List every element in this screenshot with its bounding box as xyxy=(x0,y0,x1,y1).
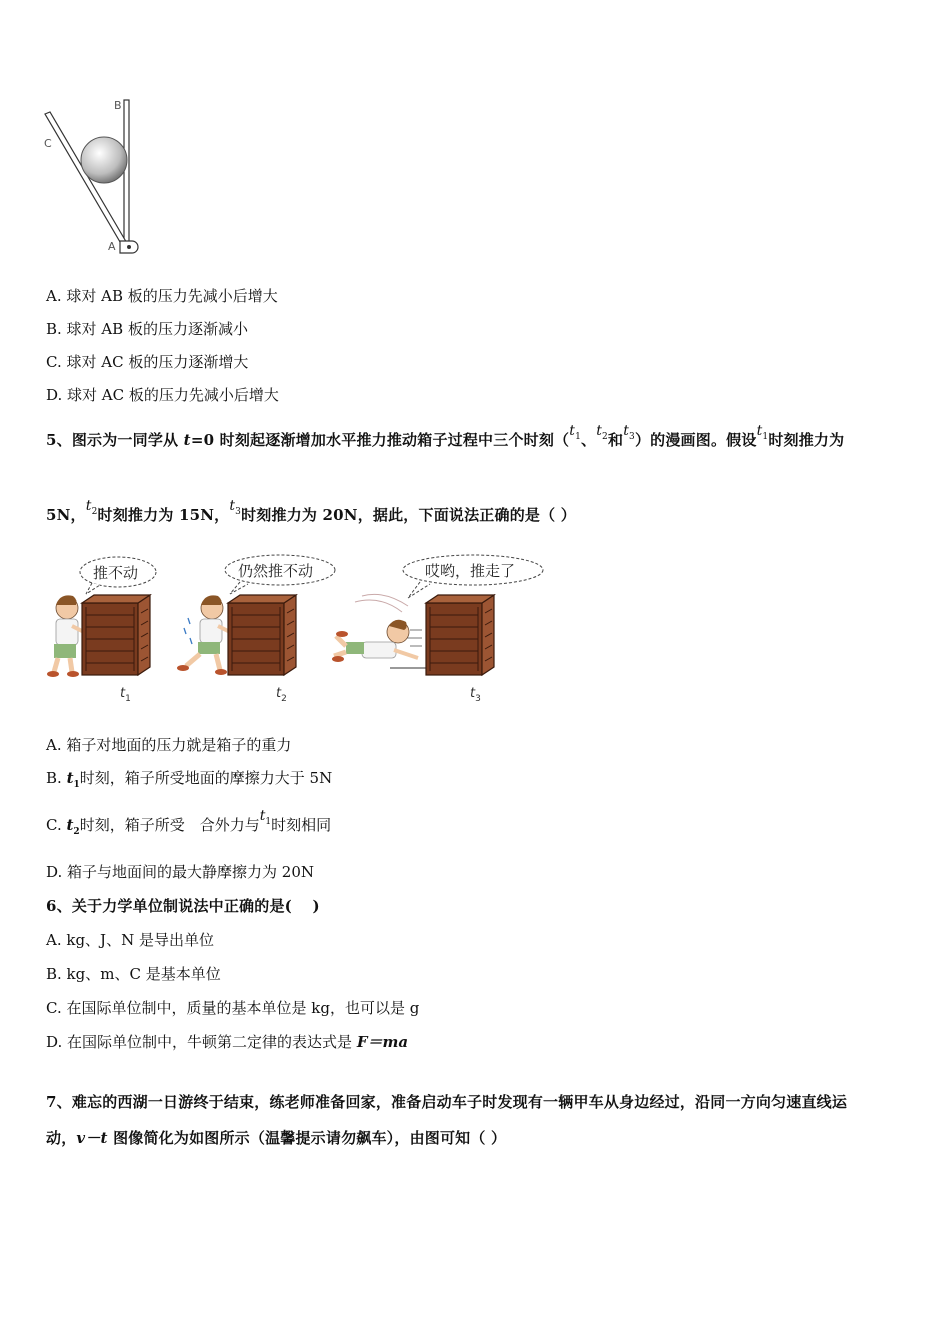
time-label-t1: $t_1$ xyxy=(120,686,131,704)
q7-stem-line1: 7、难忘的西湖一日游终于结束，练老师准备回家，准备启动车子时发现有一辆甲车从身边经过，沿同一方向匀速直线运 xyxy=(46,1093,848,1111)
q5-option-b[interactable]: B. $t_1$时刻，箱子所受地面的摩擦力大于 5N xyxy=(46,769,333,790)
time-label-t3: $t_3$ xyxy=(470,686,481,704)
q6-option-c[interactable]: C. 在国际单位制中，质量的基本单位是 kg，也可以是 g xyxy=(46,999,420,1017)
q5-option-d[interactable]: D. 箱子与地面间的最大静摩擦力为 20N xyxy=(46,863,315,881)
q6-stem: 6、关于力学单位制说法中正确的是( ) xyxy=(46,897,320,915)
t2-symbol: $t_2$ xyxy=(596,423,608,442)
label-a: A xyxy=(108,240,116,253)
bubble-text-t1: 推不动 xyxy=(93,564,139,582)
bubble-text-t3: 哎哟，推走了 xyxy=(425,562,516,580)
q7-stem-line2: 动，v－t 图像简化为如图所示（温馨提示请勿飙车），由图可知（ ） xyxy=(46,1129,507,1147)
q4-option-c[interactable]: C. 球对 AC 板的压力逐渐增大 xyxy=(46,353,249,371)
q4-option-b[interactable]: B. 球对 AB 板的压力逐渐减小 xyxy=(46,320,248,338)
t1-symbol: $t_1$ xyxy=(259,808,272,827)
time-label-t2: $t_2$ xyxy=(276,686,287,704)
q4-option-d[interactable]: D. 球对 AC 板的压力先减小后增大 xyxy=(46,386,279,404)
t3-symbol: $t_3$ xyxy=(623,423,635,442)
q6-option-b[interactable]: B. kg、m、C 是基本单位 xyxy=(46,965,221,983)
bubble-text-t2: 仍然推不动 xyxy=(238,562,314,580)
q4-ball-board-figure xyxy=(40,95,145,260)
t1-symbol: $t_1$ xyxy=(756,423,769,442)
ball xyxy=(81,137,127,183)
q5-option-a[interactable]: A. 箱子对地面的压力就是箱子的重力 xyxy=(46,736,292,754)
comic-panel-t1 xyxy=(47,557,156,677)
comic-panel-t3 xyxy=(332,555,543,675)
q5-comic-figure xyxy=(40,550,560,710)
q6-option-d[interactable]: D. 在国际单位制中，牛顿第二定律的表达式是 F＝ma xyxy=(46,1033,409,1051)
t3-symbol: $t_3$ xyxy=(229,498,242,517)
comic-panel-t2 xyxy=(177,555,335,675)
newton-second-law-formula: F＝ma xyxy=(356,1033,409,1051)
q4-option-a[interactable]: A. 球对 AB 板的压力先减小后增大 xyxy=(46,287,278,305)
q5-stem-line2: 5N，$t_2$时刻推力为 15N，$t_3$时刻推力为 20N，据此，下面说法正确的是（ ） xyxy=(46,498,576,524)
q5-option-c[interactable]: C. $t_2$时刻，箱子所受 合外力与$t_1$时刻相同 xyxy=(46,808,332,837)
q6-option-a[interactable]: A. kg、J、N 是导出单位 xyxy=(46,931,214,949)
label-b: B xyxy=(114,99,122,112)
q5-stem-line1: 5、图示为一同学从 t=0 时刻起逐渐增加水平推力推动箱子过程中三个时刻（$t_1$、$t_2$和$t_3$）的漫画图。假设$t_1$时刻推力为 xyxy=(46,423,845,449)
board-ab xyxy=(124,100,129,248)
label-c: C xyxy=(44,137,52,150)
t2-symbol: $t_2$ xyxy=(85,498,98,517)
t1-symbol: $t_1$ xyxy=(569,423,582,442)
